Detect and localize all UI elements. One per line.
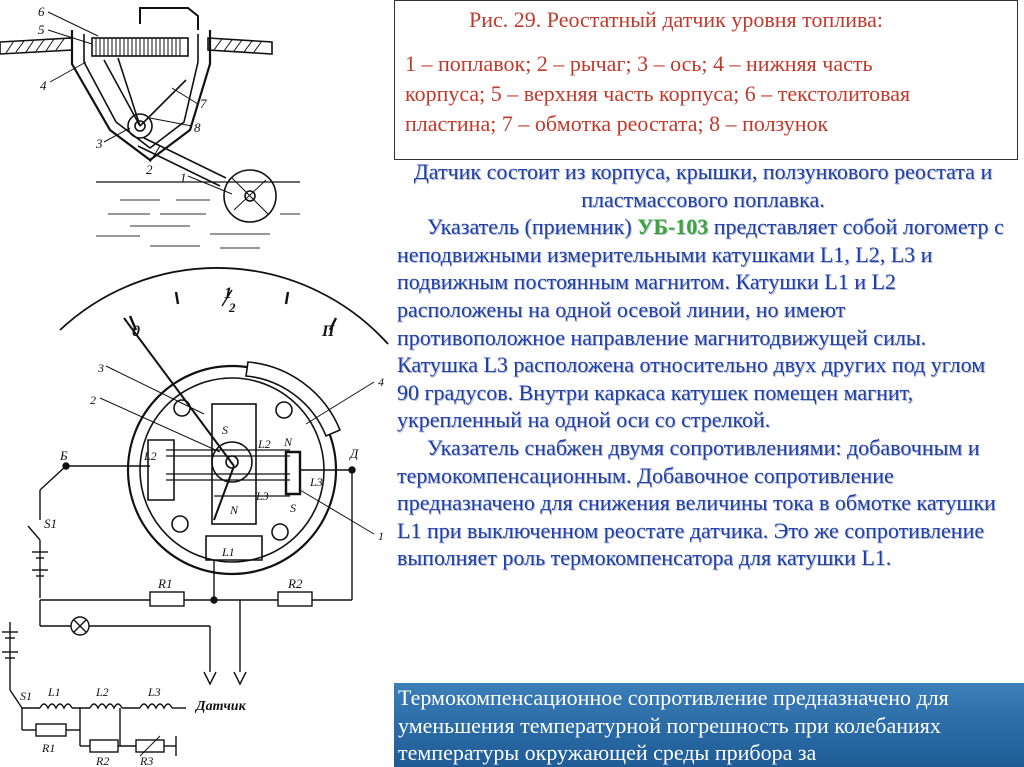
coil-L3-outer: L3 xyxy=(310,475,323,489)
paragraph-resistors: Указатель снабжен двумя сопротивлениями: добавочным и термокомпенсационным. Добавочное сопротивление предназначено для снижения величины тока в обмотке катушки L1 при выключенном реостате датчика. Это же сопротивление выполняет роль термокомпенсатора для катушки L1. xyxy=(397,434,996,571)
caption-line: корпуса; 5 – верхняя часть корпуса; 6 – текстолитовая xyxy=(405,81,911,106)
rheostat-sensor-drawing xyxy=(0,4,300,248)
schem-R1: R1 xyxy=(42,741,56,755)
switch-S1: S1 xyxy=(44,516,57,531)
terminal-B: Б xyxy=(60,448,68,463)
schem-S1: S1 xyxy=(20,689,32,703)
label-2: 2 xyxy=(146,162,153,177)
terminal-D: Д xyxy=(350,446,359,461)
fuel-level-sensor-diagram xyxy=(0,0,400,767)
schem-L3: L3 xyxy=(148,685,161,699)
paragraph-indicator-start: Указатель (приемник) xyxy=(427,214,638,240)
caption-line: пластина; 7 – обмотка реостата; 8 – ползунок xyxy=(405,111,829,136)
schem-R2: R2 xyxy=(96,754,110,767)
gauge-callout-2: 2 xyxy=(90,393,96,407)
resistor-R1: R1 xyxy=(158,576,173,591)
coil-L3-inner: L3 xyxy=(256,489,269,503)
banner-text: Термокомпенсационное сопротивление предназначено для уменьшения температурной погрешность при колебаниях температуры окружающей среды прибора за xyxy=(398,685,949,765)
pole-N-bottom: N xyxy=(230,503,239,517)
label-6: 6 xyxy=(38,4,45,19)
gauge-callout-3: 3 xyxy=(98,361,104,375)
label-4: 4 xyxy=(40,78,47,93)
coil-L1: L1 xyxy=(222,545,235,559)
coil-L2-left: L2 xyxy=(144,449,157,463)
bottom-banner xyxy=(394,683,1024,767)
pole-N-top: N xyxy=(284,435,293,449)
paragraph-indicator xyxy=(397,213,1009,434)
gauge-callout-4: 4 xyxy=(378,375,384,389)
scale-zero: 0 xyxy=(132,323,140,340)
scale-half-den: 2 xyxy=(229,300,236,315)
resistor-R2: R2 xyxy=(288,576,303,591)
schem-L2: L2 xyxy=(96,685,109,699)
pole-S-top: S xyxy=(222,423,228,437)
gauge-drawing xyxy=(60,268,388,574)
label-3: 3 xyxy=(96,136,103,151)
schem-L1: L1 xyxy=(48,685,61,699)
label-1: 1 xyxy=(180,170,187,185)
coil-L2-right: L2 xyxy=(258,437,271,451)
caption-legend xyxy=(405,49,1005,139)
pole-S-right: S xyxy=(290,501,296,515)
gauge-callout-1: 1 xyxy=(378,529,384,543)
model-name: УБ-103 xyxy=(637,214,709,240)
label-7: 7 xyxy=(200,96,207,111)
description-text xyxy=(397,158,1009,572)
label-8: 8 xyxy=(194,120,201,135)
caption-title: Рис. 29. Реостатный датчик уровня топлива: xyxy=(469,7,883,32)
paragraph-indicator-rest: представляет собой логометр с неподвижными измерительными катушками L1, L2, L3 и подвижным постоянным магнитом. Катушки L1 и L2 расположены на одной осевой линии, но имеют противоположное направление магнитодвижущей силы. Катушка L3 расположена относительно двух других под углом 90 градусов. Внутри каркаса катушек помещен магнит, укрепленный на одной оси со стрелкой. xyxy=(397,214,1004,433)
scale-full: П xyxy=(322,323,335,340)
caption-line: 1 – поплавок; 2 – рычаг; 3 – ось; 4 – нижняя часть xyxy=(405,51,873,76)
figure-caption xyxy=(394,0,1018,160)
paragraph-sensor: Датчик состоит из корпуса, крышки, ползункового реостата и пластмассового поплавка. xyxy=(413,159,993,212)
schem-sensor-label: Датчик xyxy=(196,699,246,714)
schem-R3: R3 xyxy=(140,754,154,767)
label-5: 5 xyxy=(38,22,45,37)
scale-half-num: 1 xyxy=(224,285,232,302)
